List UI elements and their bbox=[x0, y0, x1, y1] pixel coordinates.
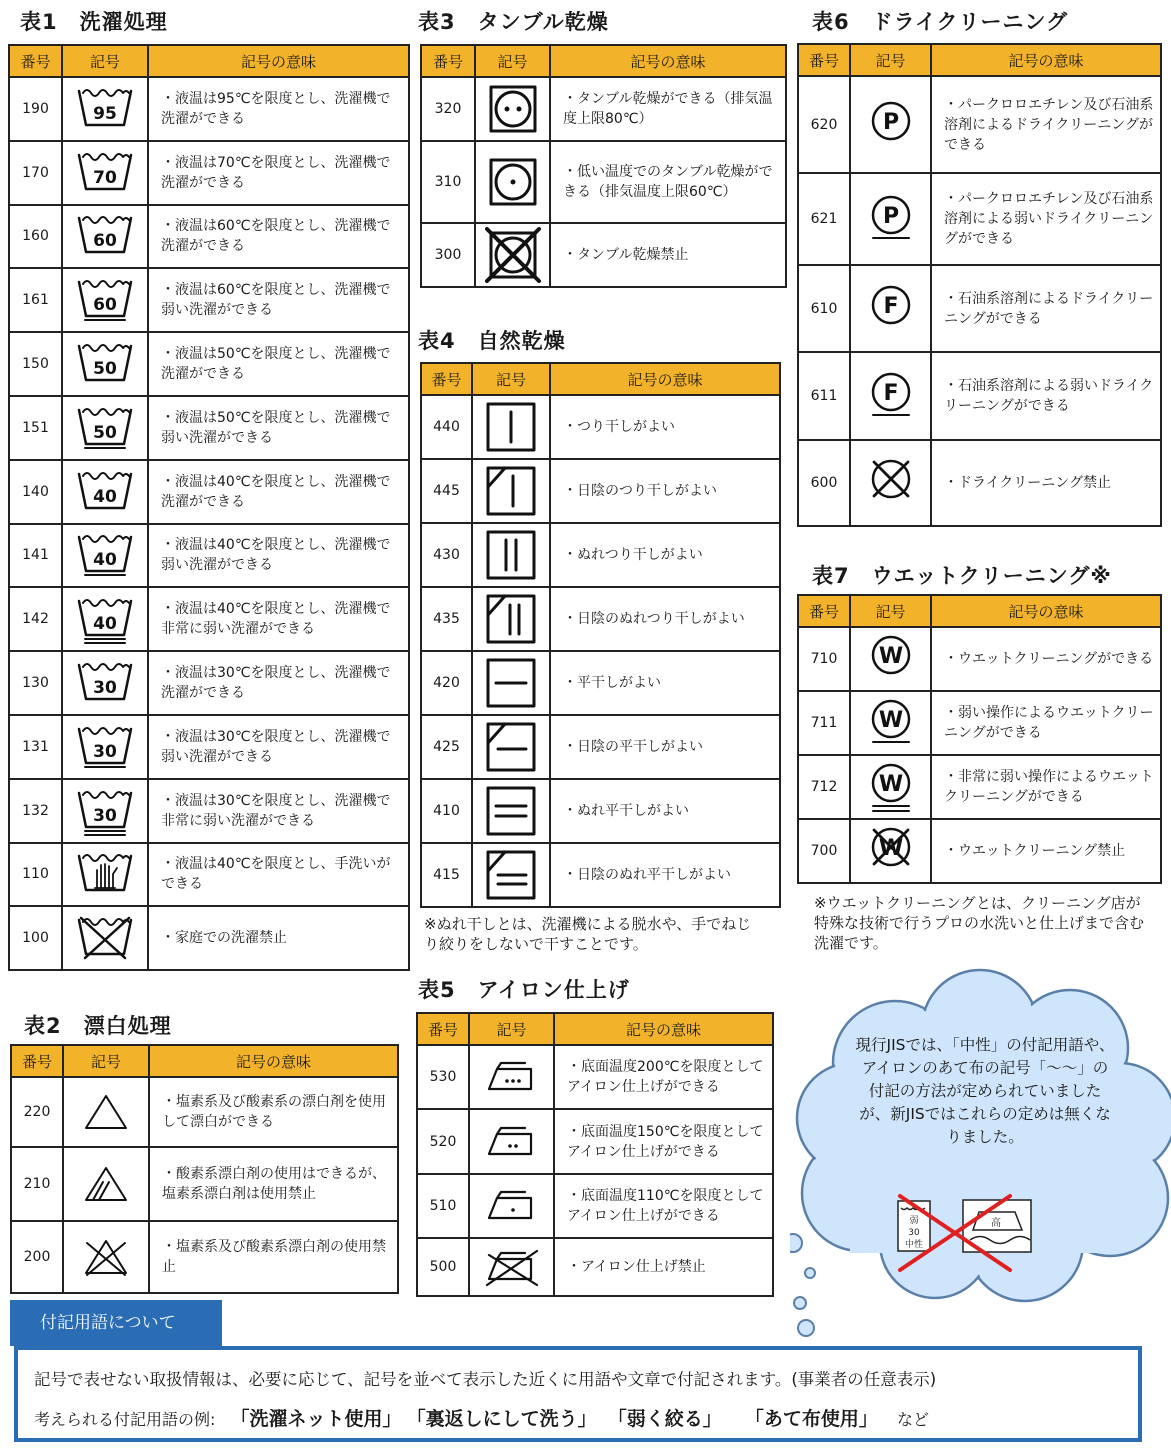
svg-text:30: 30 bbox=[93, 678, 117, 699]
row-number: 520 bbox=[417, 1109, 469, 1174]
washtub-icon bbox=[62, 205, 148, 269]
header-symbol: 記号 bbox=[62, 45, 148, 77]
svg-text:60: 60 bbox=[93, 295, 117, 316]
row-meaning: ・石油系溶剤による弱いドライクリーニングができる bbox=[931, 352, 1161, 440]
fuki-box bbox=[14, 1346, 1142, 1442]
row-number: 150 bbox=[9, 332, 62, 396]
table-row bbox=[421, 843, 780, 907]
header-number: 番号 bbox=[798, 595, 850, 627]
header-symbol: 記号 bbox=[850, 44, 931, 76]
table-row bbox=[11, 1077, 398, 1147]
row-meaning: ・底面温度110℃を限度としてアイロン仕上げができる bbox=[554, 1174, 773, 1238]
svg-text:W: W bbox=[878, 708, 903, 733]
washtub-icon bbox=[62, 77, 148, 141]
row-number: 435 bbox=[421, 587, 472, 651]
tumbledry-icon bbox=[475, 223, 550, 287]
row-meaning: ・パークロロエチレン及び石油系溶剤による弱いドライクリーニングができる bbox=[931, 173, 1161, 265]
thought-cloud bbox=[790, 968, 1171, 1338]
fuki-example: 「洗濯ネット使用」 bbox=[230, 1408, 402, 1430]
row-number: 510 bbox=[417, 1174, 469, 1238]
row-meaning: ・液温は60℃を限度とし、洗濯機で弱い洗濯ができる bbox=[148, 268, 409, 332]
row-number: 425 bbox=[421, 715, 472, 779]
table-row bbox=[9, 906, 409, 970]
washtub-icon bbox=[62, 651, 148, 715]
row-number: 300 bbox=[421, 223, 475, 287]
row-number: 131 bbox=[9, 715, 62, 779]
naturaldry-icon bbox=[472, 715, 550, 779]
wetcleaning-icon bbox=[850, 691, 931, 755]
drycleaning-icon bbox=[850, 440, 931, 526]
ironing-icon bbox=[469, 1109, 554, 1174]
row-meaning: ・液温は50℃を限度とし、洗濯機で弱い洗濯ができる bbox=[148, 396, 409, 460]
row-meaning: ・ぬれ平干しがよい bbox=[550, 779, 780, 843]
bleach-icon bbox=[63, 1077, 149, 1147]
fuki-example: 「裏返しにして洗う」 bbox=[406, 1408, 597, 1430]
row-number: 142 bbox=[9, 587, 62, 651]
washtub-icon bbox=[62, 268, 148, 332]
table-row bbox=[421, 523, 780, 587]
row-meaning: ・底面温度200℃を限度としてアイロン仕上げができる bbox=[554, 1045, 773, 1109]
row-meaning: ・液温は95℃を限度とし、洗濯機で洗濯ができる bbox=[148, 77, 409, 141]
table-row bbox=[9, 396, 409, 460]
row-number: 161 bbox=[9, 268, 62, 332]
table-row bbox=[421, 651, 780, 715]
old-iron-high: 高 bbox=[991, 1218, 1001, 1229]
row-number: 610 bbox=[798, 265, 850, 352]
table-row bbox=[798, 173, 1161, 265]
header-symbol: 記号 bbox=[472, 363, 550, 395]
washtub-icon bbox=[62, 779, 148, 843]
table-row bbox=[798, 76, 1161, 173]
table-row bbox=[798, 691, 1161, 755]
washtub-icon bbox=[62, 587, 148, 651]
bleach-icon bbox=[63, 1147, 149, 1221]
table-row bbox=[9, 779, 409, 843]
row-meaning: ・弱い操作によるウエットクリーニングができる bbox=[931, 691, 1161, 755]
tumbledry-icon bbox=[475, 141, 550, 223]
row-meaning: ・液温は60℃を限度とし、洗濯機で洗濯ができる bbox=[148, 205, 409, 269]
table3-title: 表3 タンブル乾燥 bbox=[418, 10, 609, 34]
table5-iron bbox=[416, 1012, 774, 1297]
drycleaning-icon bbox=[850, 265, 931, 352]
fuki-example-prefix: 考えられる付記用語の例: bbox=[34, 1410, 216, 1429]
row-number: 600 bbox=[798, 440, 850, 526]
svg-text:W: W bbox=[878, 836, 903, 861]
old-tub-weak: 弱 bbox=[909, 1216, 919, 1226]
svg-text:70: 70 bbox=[93, 167, 117, 188]
header-meaning: 記号の意味 bbox=[554, 1013, 773, 1045]
table-row bbox=[421, 77, 786, 141]
row-meaning: ・塩素系及び酸素系漂白剤の使用禁止 bbox=[149, 1221, 398, 1293]
row-number: 420 bbox=[421, 651, 472, 715]
header-symbol: 記号 bbox=[469, 1013, 554, 1045]
row-meaning: ・タンブル乾燥禁止 bbox=[550, 223, 786, 287]
table-row bbox=[798, 440, 1161, 526]
washtub-icon bbox=[62, 460, 148, 524]
table-row bbox=[421, 459, 780, 523]
table4-natural-dry bbox=[420, 362, 781, 908]
table7-note: ※ウエットクリーニングとは、クリーニング店が特殊な技術で行うプロの水洗いと仕上げまで含む洗濯です。 bbox=[814, 894, 1145, 952]
table-row bbox=[417, 1045, 773, 1109]
row-number: 141 bbox=[9, 524, 62, 588]
svg-text:50: 50 bbox=[93, 422, 117, 443]
row-meaning: ・液温は40℃を限度とし、洗濯機で洗濯ができる bbox=[148, 460, 409, 524]
row-number: 130 bbox=[9, 651, 62, 715]
table1-laundry bbox=[8, 44, 410, 971]
table-row bbox=[9, 205, 409, 269]
wetcleaning-icon bbox=[850, 627, 931, 691]
header-meaning: 記号の意味 bbox=[931, 44, 1161, 76]
table-row bbox=[9, 524, 409, 588]
row-meaning: ・日陰のつり干しがよい bbox=[550, 459, 780, 523]
row-number: 100 bbox=[9, 906, 62, 970]
svg-text:F: F bbox=[882, 381, 899, 406]
row-meaning: ・塩素系及び酸素系の漂白剤を使用して漂白ができる bbox=[149, 1077, 398, 1147]
row-meaning: ・非常に弱い操作によるウエットクリーニングができる bbox=[931, 755, 1161, 819]
row-meaning: ・液温は40℃を限度とし、洗濯機で弱い洗濯ができる bbox=[148, 524, 409, 588]
svg-text:40: 40 bbox=[93, 550, 117, 571]
header-meaning: 記号の意味 bbox=[148, 45, 409, 77]
row-number: 410 bbox=[421, 779, 472, 843]
table-row bbox=[9, 587, 409, 651]
old-tub-temp: 30 bbox=[908, 1228, 920, 1238]
row-number: 110 bbox=[9, 843, 62, 907]
table-row bbox=[421, 141, 786, 223]
fuki-example: 「あて布使用」 bbox=[744, 1408, 878, 1430]
row-meaning: ・底面温度150℃を限度としてアイロン仕上げができる bbox=[554, 1109, 773, 1174]
row-number: 200 bbox=[11, 1221, 63, 1293]
table-row bbox=[9, 651, 409, 715]
ironing-icon bbox=[469, 1238, 554, 1296]
table7-title: 表7 ウエットクリーニング※ bbox=[812, 564, 1112, 588]
row-meaning: ・日陰のぬれ平干しがよい bbox=[550, 843, 780, 907]
fuki-tab: 付記用語について bbox=[10, 1300, 222, 1346]
header-symbol: 記号 bbox=[850, 595, 931, 627]
svg-text:F: F bbox=[882, 293, 899, 319]
fuki-example: 「弱く絞る」 bbox=[607, 1408, 722, 1430]
row-meaning: ・パークロロエチレン及び石油系溶剤によるドライクリーニングができる bbox=[931, 76, 1161, 173]
drycleaning-icon bbox=[850, 173, 931, 265]
table-row bbox=[421, 395, 780, 459]
svg-text:W: W bbox=[878, 772, 903, 797]
table4-title: 表4 自然乾燥 bbox=[418, 329, 566, 353]
naturaldry-icon bbox=[472, 523, 550, 587]
row-meaning: ・日陰の平干しがよい bbox=[550, 715, 780, 779]
row-meaning: ・液温は30℃を限度とし、洗濯機で弱い洗濯ができる bbox=[148, 715, 409, 779]
table2-bleach bbox=[10, 1044, 399, 1294]
naturaldry-icon bbox=[472, 395, 550, 459]
table-row bbox=[9, 77, 409, 141]
row-meaning: ・つり干しがよい bbox=[550, 395, 780, 459]
naturaldry-icon bbox=[472, 843, 550, 907]
header-number: 番号 bbox=[421, 45, 475, 77]
row-meaning: ・アイロン仕上げ禁止 bbox=[554, 1238, 773, 1296]
header-number: 番号 bbox=[798, 44, 850, 76]
table3-tumble-dry bbox=[420, 44, 787, 288]
row-meaning: ・タンブル乾燥ができる（排気温度上限80℃） bbox=[550, 77, 786, 141]
table-row bbox=[421, 587, 780, 651]
washtub-icon bbox=[62, 524, 148, 588]
row-number: 310 bbox=[421, 141, 475, 223]
row-meaning: ・液温は30℃を限度とし、洗濯機で洗濯ができる bbox=[148, 651, 409, 715]
washtub-icon bbox=[62, 906, 148, 970]
table2-title: 表2 漂白処理 bbox=[24, 1014, 172, 1038]
drycleaning-icon bbox=[850, 76, 931, 173]
naturaldry-icon bbox=[472, 587, 550, 651]
row-number: 210 bbox=[11, 1147, 63, 1221]
washtub-icon bbox=[62, 332, 148, 396]
table-row bbox=[798, 627, 1161, 691]
row-meaning: ・平干しがよい bbox=[550, 651, 780, 715]
wetcleaning-icon bbox=[850, 755, 931, 819]
row-number: 151 bbox=[9, 396, 62, 460]
table-row bbox=[798, 352, 1161, 440]
ironing-icon bbox=[469, 1174, 554, 1238]
row-meaning: ・酸素系漂白剤の使用はできるが、塩素系漂白剤は使用禁止 bbox=[149, 1147, 398, 1221]
row-number: 220 bbox=[11, 1077, 63, 1147]
svg-text:30: 30 bbox=[93, 741, 117, 762]
table-row bbox=[421, 715, 780, 779]
ironing-icon bbox=[469, 1045, 554, 1109]
table-row bbox=[9, 268, 409, 332]
row-number: 710 bbox=[798, 627, 850, 691]
row-number: 440 bbox=[421, 395, 472, 459]
row-meaning: ・ウエットクリーニングができる bbox=[931, 627, 1161, 691]
svg-text:P: P bbox=[882, 109, 899, 135]
header-number: 番号 bbox=[421, 363, 472, 395]
row-number: 160 bbox=[9, 205, 62, 269]
header-number: 番号 bbox=[11, 1045, 63, 1077]
table-row bbox=[11, 1147, 398, 1221]
svg-text:95: 95 bbox=[93, 103, 117, 124]
washtub-icon bbox=[62, 141, 148, 205]
svg-text:30: 30 bbox=[93, 805, 117, 826]
fuki-line1: 記号で表せない取扱情報は、必要に応じて、記号を並べて表示した近くに用語や文章で付記されます。(事業者の任意表示) bbox=[34, 1370, 937, 1389]
fuki-line2 bbox=[34, 1404, 929, 1431]
table-row bbox=[798, 819, 1161, 883]
table-row bbox=[9, 843, 409, 907]
naturaldry-icon bbox=[472, 459, 550, 523]
row-meaning: ・ウエットクリーニング禁止 bbox=[931, 819, 1161, 883]
row-meaning: ・液温は50℃を限度とし、洗濯機で洗濯ができる bbox=[148, 332, 409, 396]
table5-title: 表5 アイロン仕上げ bbox=[418, 978, 630, 1002]
drycleaning-icon bbox=[850, 352, 931, 440]
naturaldry-icon bbox=[472, 779, 550, 843]
table-row bbox=[798, 755, 1161, 819]
row-number: 320 bbox=[421, 77, 475, 141]
row-number: 170 bbox=[9, 141, 62, 205]
washtub-icon bbox=[62, 843, 148, 907]
table-row bbox=[798, 265, 1161, 352]
washtub-icon bbox=[62, 715, 148, 779]
row-number: 140 bbox=[9, 460, 62, 524]
table1-title: 表1 洗濯処理 bbox=[20, 10, 168, 34]
row-number: 132 bbox=[9, 779, 62, 843]
row-meaning: ・日陰のぬれつり干しがよい bbox=[550, 587, 780, 651]
washtub-icon bbox=[62, 396, 148, 460]
table-row bbox=[9, 460, 409, 524]
row-meaning: ・液温は70℃を限度とし、洗濯機で洗濯ができる bbox=[148, 141, 409, 205]
row-number: 711 bbox=[798, 691, 850, 755]
svg-text:60: 60 bbox=[93, 231, 117, 252]
header-symbol: 記号 bbox=[63, 1045, 149, 1077]
table4-note: ※ぬれ干しとは、洗濯機による脱水や、手でねじり絞りをしないで干すことです。 bbox=[424, 915, 752, 953]
header-number: 番号 bbox=[417, 1013, 469, 1045]
row-number: 430 bbox=[421, 523, 472, 587]
row-meaning: ・低い温度でのタンブル乾燥ができる（排気温度上限60℃） bbox=[550, 141, 786, 223]
row-meaning: ・液温は30℃を限度とし、洗濯機で非常に弱い洗濯ができる bbox=[148, 779, 409, 843]
row-number: 530 bbox=[417, 1045, 469, 1109]
header-symbol: 記号 bbox=[475, 45, 550, 77]
tumbledry-icon bbox=[475, 77, 550, 141]
svg-text:40: 40 bbox=[93, 614, 117, 635]
row-meaning: ・家庭での洗濯禁止 bbox=[148, 906, 409, 970]
naturaldry-icon bbox=[472, 651, 550, 715]
table-row bbox=[9, 332, 409, 396]
table6-title: 表6 ドライクリーニング bbox=[812, 10, 1069, 34]
table6-dry-cleaning bbox=[797, 43, 1162, 527]
row-meaning: ・液温は40℃を限度とし、洗濯機で非常に弱い洗濯ができる bbox=[148, 587, 409, 651]
header-meaning: 記号の意味 bbox=[550, 45, 786, 77]
old-tub-neutral: 中性 bbox=[904, 1240, 924, 1250]
table-row bbox=[9, 141, 409, 205]
row-number: 415 bbox=[421, 843, 472, 907]
row-number: 620 bbox=[798, 76, 850, 173]
cloud-text: 現行JISでは、「中性」の付記用語や、アイロンのあて布の記号「〜〜」の付記の方法が定められていましたが、新JISではこれらの定めは無くなりました。 bbox=[855, 1036, 1115, 1146]
header-meaning: 記号の意味 bbox=[931, 595, 1161, 627]
table-row bbox=[417, 1109, 773, 1174]
svg-text:40: 40 bbox=[93, 486, 117, 507]
row-number: 621 bbox=[798, 173, 850, 265]
row-number: 445 bbox=[421, 459, 472, 523]
table-row bbox=[421, 779, 780, 843]
bleach-icon bbox=[63, 1221, 149, 1293]
svg-text:W: W bbox=[878, 644, 903, 669]
row-meaning: ・ドライクリーニング禁止 bbox=[931, 440, 1161, 526]
header-meaning: 記号の意味 bbox=[149, 1045, 398, 1077]
svg-text:P: P bbox=[882, 204, 899, 229]
row-meaning: ・液温は40℃を限度とし、手洗いができる bbox=[148, 843, 409, 907]
row-number: 500 bbox=[417, 1238, 469, 1296]
table-row bbox=[9, 715, 409, 779]
table-row bbox=[421, 223, 786, 287]
row-number: 611 bbox=[798, 352, 850, 440]
header-meaning: 記号の意味 bbox=[550, 363, 780, 395]
row-meaning: ・ぬれつり干しがよい bbox=[550, 523, 780, 587]
row-meaning: ・石油系溶剤によるドライクリーニングができる bbox=[931, 265, 1161, 352]
row-number: 190 bbox=[9, 77, 62, 141]
table7-wet-cleaning bbox=[797, 594, 1162, 884]
row-number: 712 bbox=[798, 755, 850, 819]
table-row bbox=[417, 1238, 773, 1296]
table-row bbox=[11, 1221, 398, 1293]
table-row bbox=[417, 1174, 773, 1238]
fuki-example-suffix: など bbox=[896, 1410, 929, 1429]
row-number: 700 bbox=[798, 819, 850, 883]
header-number: 番号 bbox=[9, 45, 62, 77]
wetcleaning-icon bbox=[850, 819, 931, 883]
svg-text:50: 50 bbox=[93, 359, 117, 380]
